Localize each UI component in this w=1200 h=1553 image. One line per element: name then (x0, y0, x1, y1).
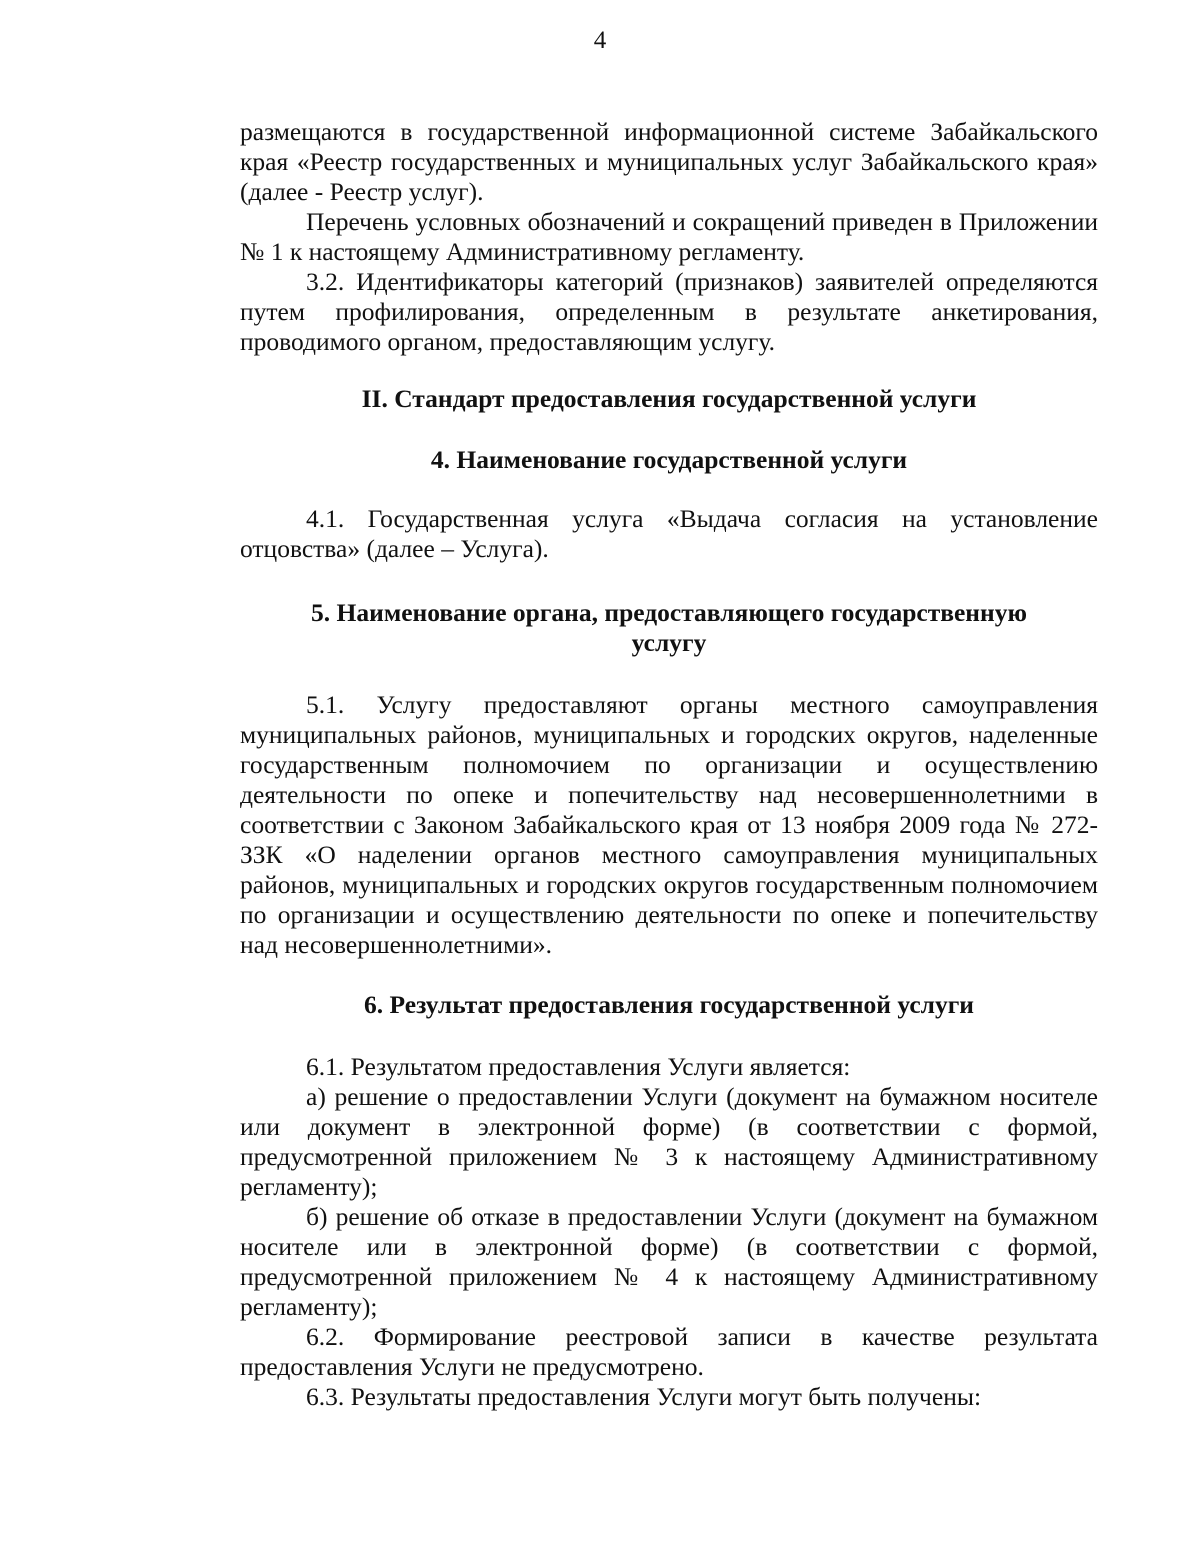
section-title: II. Стандарт предоставления государственной услуги (361, 384, 977, 413)
paragraph-registry: размещаются в государственной информационной системе Забайкальского края «Реестр государственных и муниципальных услуг Забайкальского края» (далее - Реестр услуг). (240, 117, 1098, 206)
heading-4: 4. Наименование государственной услуги (430, 445, 908, 474)
heading-6: 6. Результат предоставления государственной услуги (364, 990, 974, 1019)
paragraph-6-1-b: б) решение об отказе в предоставлении Услуги (документ на бумажном носителе или в электронной форме) (в соответствии с формой, предусмотренной приложением № 4 к настоящему Административному регламенту); (240, 1202, 1098, 1321)
paragraph-6-2: 6.2. Формирование реестровой записи в качестве результата предоставления Услуги не предусмотрено. (240, 1322, 1098, 1381)
paragraph-3-2: 3.2. Идентификаторы категорий (признаков) заявителей определяются путем профилирования, определенным в результате анкетирования, проводимого органом, предоставляющим услугу. (240, 267, 1098, 356)
heading-5-line-2: услугу (631, 628, 707, 657)
heading-5 (240, 598, 1098, 658)
paragraph-6-3: 6.3. Результаты предоставления Услуги могут быть получены: (306, 1382, 982, 1411)
document-body (240, 117, 1098, 1412)
paragraph-6-1: 6.1. Результатом предоставления Услуги является: (306, 1052, 851, 1081)
paragraph-6-1-a: а) решение о предоставлении Услуги (документ на бумажном носителе или документ в электронной форме) (в соответствии с формой, предусмотренной приложением № 3 к настоящему Административному регламенту); (240, 1082, 1098, 1201)
paragraph-4-1: 4.1. Государственная услуга «Выдача согласия на установление отцовства» (далее – Услуга). (240, 504, 1098, 563)
heading-5-line-1: 5. Наименование органа, предоставляющего государственную (311, 598, 1027, 627)
paragraph-abbreviations: Перечень условных обозначений и сокращений приведен в Приложении № 1 к настоящему Административному регламенту. (240, 207, 1098, 266)
page-number: 4 (593, 27, 607, 54)
paragraph-5-1: 5.1. Услугу предоставляют органы местного самоуправления муниципальных районов, муниципальных и городских округов, наделенные государственным полномочием по организации и осуществлению деятельности по опеке и попечительству над несовершеннолетними в соответствии с Законом Забайкальского края от 13 ноября 2009 года № 272-ЗЗК «О наделении органов местного самоуправления муниципальных районов, муниципальных и городских округов государственным полномочием по организации и осуществлению деятельности по опеке и попечительству над несовершеннолетними». (240, 690, 1098, 959)
